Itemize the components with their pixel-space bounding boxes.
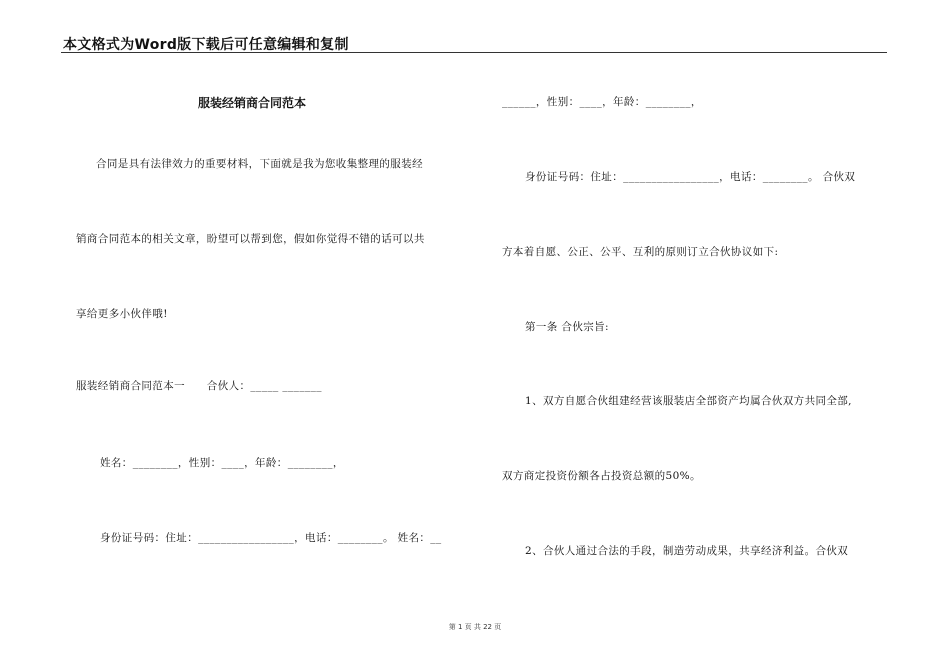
right-clause-2-line-1: 2、合伙人通过合法的手段，制造劳动成果，共享经济利益。合伙双	[525, 545, 849, 557]
left-paragraph-line-1: 合同是具有法律效力的重要材料，下面就是我为您收集整理的服装经	[96, 158, 423, 170]
right-clause-1-line-1: 1、双方自愿合伙组建经营该服装店全部资产均属合伙双方共同全部,	[525, 395, 852, 407]
right-paragraph-line-1: 方本着自愿、公正、公平、互利的原则订立合伙协议如下:	[502, 246, 779, 258]
header-title: 本文格式为Word版下载后可任意编辑和复制	[63, 37, 349, 53]
left-form-line-2: 身份证号码：住址：_________________，电话：________。 姓名：__	[100, 532, 442, 544]
right-form-line-1: ______，性别：____，年龄：________，	[502, 96, 702, 108]
right-clause-1-line-2: 双方商定投资份额各占投资总额的50%。	[502, 470, 701, 482]
page-number: 第 1 页 共 22 页	[448, 623, 502, 631]
left-paragraph-line-2: 销商合同范本的相关文章，盼望可以帮到您，假如你觉得不错的话可以共	[76, 233, 425, 245]
right-article-heading: 第一条 合伙宗旨:	[525, 321, 609, 333]
right-form-line-2: 身份证号码：住址：_________________，电话：________。 合伙双	[525, 171, 856, 183]
document-title: 服装经销商合同范本	[198, 96, 307, 110]
left-form-line-1: 姓名：________，性别：____，年龄：________，	[100, 457, 344, 469]
left-paragraph-line-3: 享给更多小伙伴哦!	[76, 308, 168, 320]
header-divider	[61, 52, 887, 53]
left-section-heading: 服装经销商合同范本一 合伙人：_____ _______	[76, 380, 322, 392]
